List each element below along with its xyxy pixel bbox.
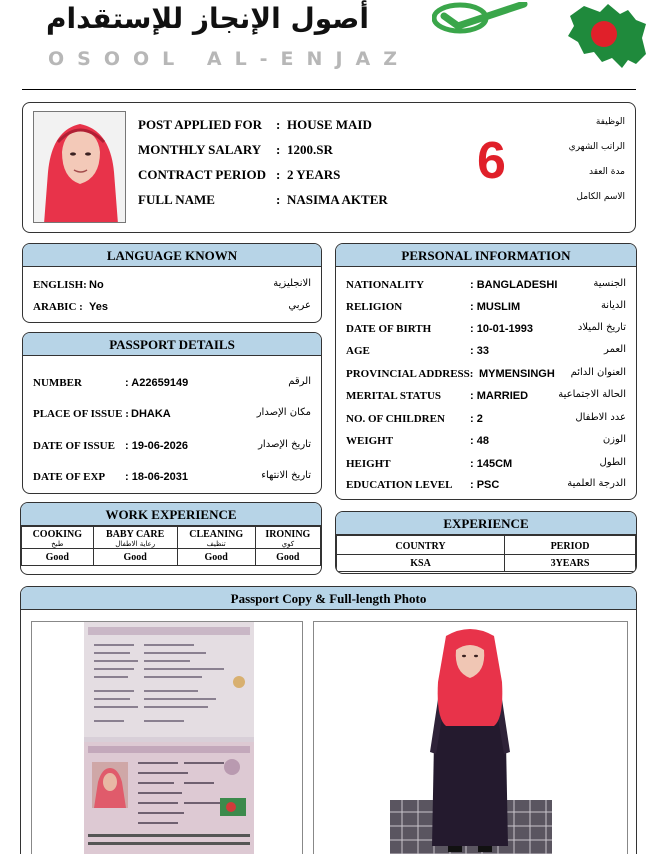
nationality-arabic: الجنسية [593, 278, 626, 289]
age-row [346, 345, 626, 359]
nationality-label: NATIONALITY [346, 279, 425, 291]
cooking-header: COOKING طبخ [22, 527, 94, 549]
age-label: AGE [346, 345, 370, 357]
passport-number-row [33, 377, 311, 391]
logo-arabic-text: أصول الإنجاز للإستقدام [46, 2, 369, 35]
religion-row [346, 301, 626, 315]
logo-english-text: OSOOL AL-ENJAZ [48, 48, 410, 70]
education-label: EDUCATION LEVEL [346, 479, 453, 491]
experience-box [335, 511, 637, 574]
place-of-issue-row [33, 408, 311, 422]
religion-value: : MUSLIM [470, 301, 521, 313]
place-of-issue-label: PLACE OF ISSUE : [33, 408, 129, 420]
full-length-photo-frame [313, 621, 628, 854]
religion-label: RELIGION [346, 301, 403, 313]
passport-number-label: NUMBER [33, 377, 82, 389]
height-label: HEIGHT [346, 458, 391, 470]
colon: : [276, 167, 281, 182]
weight-label: WEIGHT [346, 435, 394, 447]
work-experience-table [21, 526, 321, 566]
passport-box [22, 332, 322, 494]
height-value: : 145CM [470, 458, 513, 470]
marital-status-value: : MARRIED [470, 390, 529, 402]
post-applied-arabic: الوظيفة [595, 117, 625, 127]
baby-care-header: BABY CARE رعاية الاطفال [93, 527, 177, 549]
baby-care-value: Good [93, 549, 177, 566]
place-of-issue-arabic: مكان الإصدار [256, 407, 311, 418]
monthly-salary-arabic: الراتب الشهري [568, 142, 625, 152]
arabic-label: ARABIC : [33, 301, 83, 313]
marital-status-arabic: الحالة الاجتماعية [558, 389, 626, 400]
passport-copy-image [84, 622, 254, 854]
contract-period-value: 2 YEARS [287, 167, 341, 182]
cleaning-value: Good [177, 549, 255, 566]
age-arabic: العمر [604, 344, 626, 355]
colon: : [276, 117, 281, 132]
date-of-issue-row [33, 440, 311, 454]
date-of-birth-label: DATE OF BIRTH [346, 323, 432, 335]
children-row [346, 413, 626, 427]
country-header: COUNTRY [337, 536, 505, 555]
colon: : [276, 192, 281, 207]
letterhead [0, 0, 648, 86]
language-row-arabic [33, 301, 311, 315]
english-value: No [89, 279, 104, 291]
date-of-birth-arabic: تاريخ الميلاد [577, 322, 626, 333]
full-name-value: NASIMA AKTER [287, 192, 388, 207]
contract-period-arabic: مدة العقد [589, 167, 625, 177]
date-of-birth-row [346, 323, 626, 337]
full-name-label: FULL NAME [138, 192, 215, 207]
header-divider [22, 89, 636, 90]
provincial-address-value: MYMENSINGH [479, 368, 555, 380]
logo-check-icon [432, 2, 528, 34]
education-arabic: الدرجة العلمية [567, 478, 626, 489]
period-value: 3YEARS [505, 555, 636, 572]
personal-info-box [335, 243, 637, 500]
nationality-value: : BANGLADESHI [470, 279, 558, 291]
experience-table [336, 535, 636, 572]
date-of-exp-arabic: تاريخ الانتهاء [261, 470, 311, 481]
children-value: : 2 [470, 413, 483, 425]
language-box [22, 243, 322, 323]
experience-title: EXPERIENCE [336, 512, 636, 535]
date-of-exp-row [33, 471, 311, 485]
weight-row [346, 435, 626, 449]
passport-copy-frame [31, 621, 303, 854]
provincial-address-label: PROVINCIAL ADDRESS: [346, 368, 474, 380]
date-of-exp-label: DATE OF EXP [33, 471, 106, 483]
personal-info-title: PERSONAL INFORMATION [336, 244, 636, 267]
monthly-salary-value: 1200.SR [287, 142, 333, 157]
post-applied-label: POST APPLIED FOR [138, 117, 263, 132]
post-applied-value: HOUSE MAID [287, 117, 372, 132]
children-arabic: عدد الاطفال [575, 412, 626, 423]
place-of-issue-value: DHAKA [131, 408, 171, 420]
education-row [346, 479, 626, 493]
religion-arabic: الديانة [600, 300, 626, 311]
weight-arabic: الوزن [602, 434, 626, 445]
height-row [346, 458, 626, 472]
candidate-summary [22, 102, 636, 233]
date-of-issue-value: : 19-06-2026 [125, 440, 188, 452]
photos-title: Passport Copy & Full-length Photo [21, 587, 636, 610]
english-label: ENGLISH: [33, 279, 87, 291]
monthly-salary-label: MONTHLY SALARY [138, 142, 262, 157]
passport-number-value: : A22659149 [125, 377, 189, 389]
age-value: : 33 [470, 345, 489, 357]
date-of-exp-value: : 18-06-2031 [125, 471, 188, 483]
cooking-value: Good [22, 549, 94, 566]
english-arabic: الانجليزية [273, 278, 311, 289]
full-name-arabic: الاسم الكامل [576, 192, 625, 202]
ironing-value: Good [255, 549, 320, 566]
language-title: LANGUAGE KNOWN [23, 244, 321, 267]
education-value: : PSC [470, 479, 500, 491]
passport-number-arabic: الرقم [288, 376, 311, 387]
language-row-english [33, 279, 311, 293]
candidate-photo [33, 111, 126, 223]
contract-period-label: CONTRACT PERIOD [138, 167, 266, 182]
cleaning-header: CLEANING تنظيف [177, 527, 255, 549]
period-header: PERIOD [505, 536, 636, 555]
date-of-issue-label: DATE OF ISSUE [33, 440, 115, 452]
full-length-photo-image [390, 622, 552, 854]
height-arabic: الطول [599, 457, 626, 468]
arabic-value: Yes [89, 301, 108, 313]
date-of-issue-arabic: تاريخ الإصدار [258, 439, 311, 450]
colon: : [276, 142, 281, 157]
weight-value: : 48 [470, 435, 489, 447]
country-value: KSA [337, 555, 505, 572]
children-label: NO. OF CHILDREN [346, 413, 445, 425]
ironing-header: IRONING كوي [255, 527, 320, 549]
provincial-address-row [346, 368, 626, 382]
work-experience-title: WORK EXPERIENCE [21, 503, 321, 526]
marital-status-row [346, 390, 626, 404]
bangladesh-map-icon [566, 2, 648, 72]
provincial-address-arabic: العنوان الدائم [570, 367, 626, 378]
passport-title: PASSPORT DETAILS [23, 333, 321, 356]
arabic-arabic: عربي [288, 300, 311, 311]
date-of-birth-value: : 10-01-1993 [470, 323, 533, 335]
marital-status-label: MERITAL STATUS [346, 390, 442, 402]
candidate-number: 6 [477, 132, 506, 190]
photos-box [20, 586, 637, 854]
nationality-row [346, 279, 626, 293]
work-experience-box [20, 502, 322, 575]
